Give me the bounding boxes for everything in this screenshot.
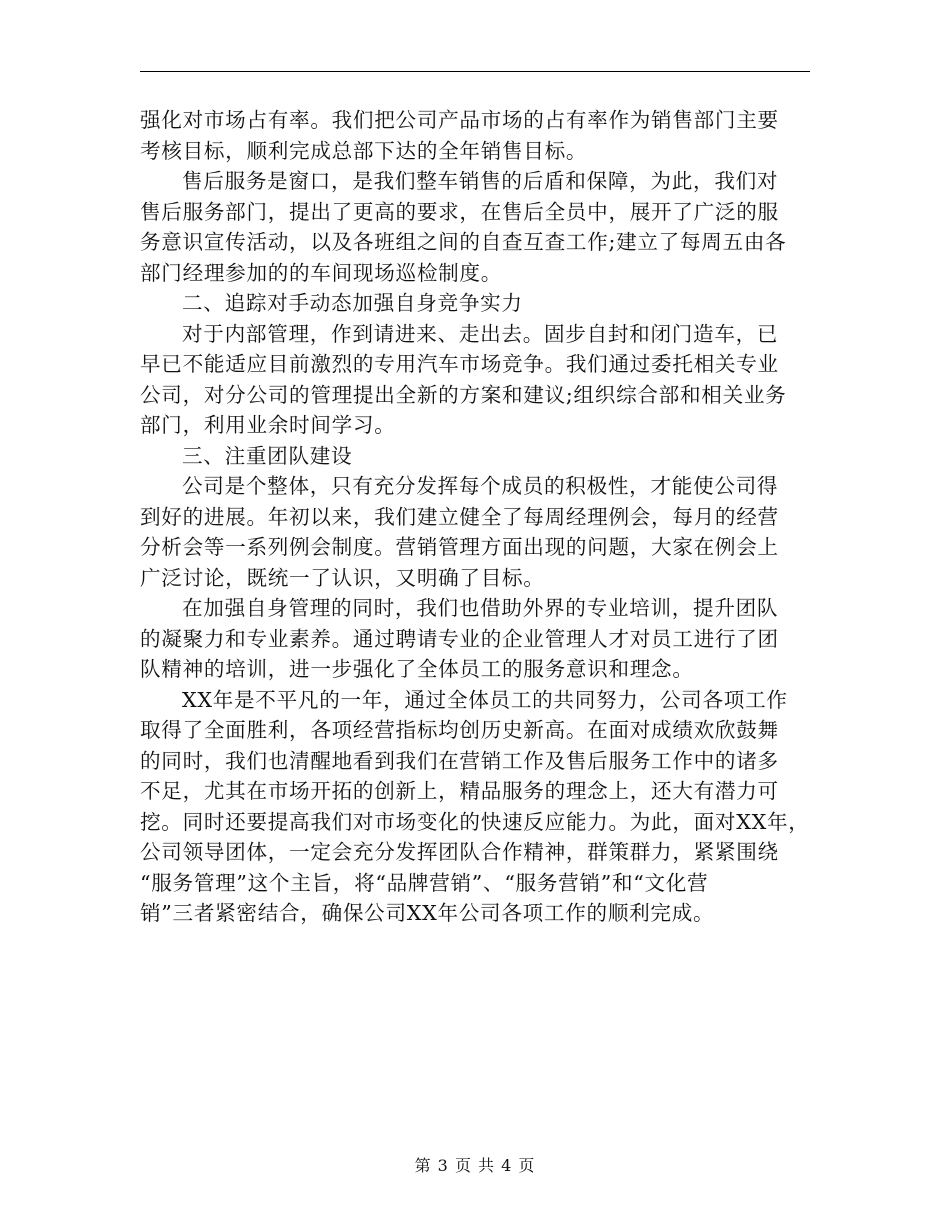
text-line: 公司，对分公司的管理提出全新的方案和建议;组织综合部和相关业务 [140,382,787,407]
text-line: 售后服务是窗口，是我们整车销售的后盾和保障，为此，我们对 [182,169,779,193]
paragraph [140,441,816,472]
paragraph [140,471,816,593]
text-line: 售后服务部门，提出了更高的要求，在售后全员中，展开了广泛的服 [140,199,779,224]
paragraph [140,288,816,319]
text-line: 公司领导团体，一定会充分发挥团队合作精神，群策群力，紧紧围绕 [140,840,779,864]
text-line: 挖。同时还要提高我们对市场变化的快速反应能力。为此，面对XX年， [140,809,810,834]
paragraph [140,166,816,288]
page-footer: 第 3 页 共 4 页 [414,1156,536,1175]
text-line: 二、追踪对手动态加强自身竞争实力 [182,291,523,315]
text-line: 队精神的培训，进一步强化了全体员工的服务意识和理念。 [140,657,694,681]
text-line: 取得了全面胜利，各项经营指标均创历史新高。在面对成绩欢欣鼓舞 [140,718,779,742]
text-line: 早已不能适应目前激烈的专用汽车市场竞争。我们通过委托相关专业 [140,352,779,376]
header-rule [140,71,810,72]
text-line: XX年是不平凡的一年，通过全体员工的共同努力，公司各项工作 [182,687,788,712]
text-line: 的凝聚力和专业素养。通过聘请专业的企业管理人才对员工进行了团 [140,626,779,651]
text-line: 分析会等一系列例会制度。营销管理方面出现的问题，大家在例会上 [140,535,779,559]
paragraph [140,593,816,685]
text-line: 考核目标，顺利完成总部下达的全年销售目标。 [140,138,588,163]
text-line: 三、注重团队建设 [182,443,353,468]
text-line: “服务管理”这个主旨，将“品牌营销”、“服务营销”和“文化营 [140,870,709,895]
text-line: 广泛讨论，既统一了认识，又明确了目标。 [140,565,545,590]
text-line: 的同时，我们也清醒地看到我们在营销工作及售后服务工作中的诸多 [140,748,779,773]
text-line: 在加强自身管理的同时，我们也借助外界的专业培训，提升团队 [182,596,779,620]
paragraph [140,685,816,929]
paragraph [140,105,816,166]
paragraph [140,319,816,441]
text-line: 强化对市场占有率。我们把公司产品市场的占有率作为销售部门主要 [140,108,779,132]
text-line: 对于内部管理，作到请进来、走出去。固步自封和闭门造车，已 [182,321,779,346]
text-line: 销”三者紧密结合，确保公司XX年公司各项工作的顺利完成。 [140,901,715,925]
text-line: 不足，尤其在市场开拓的创新上，精品服务的理念上，还大有潜力可 [140,779,779,803]
text-line: 公司是个整体，只有充分发挥每个成员的积极性，才能使公司得 [182,474,779,498]
text-line: 到好的进展。年初以来，我们建立健全了每周经理例会，每月的经营 [140,504,779,529]
text-line: 部门，利用业余时间学习。 [140,413,396,437]
text-line: 务意识宣传活动，以及各班组之间的自查互查工作;建立了每周五由各 [140,230,787,254]
text-line: 部门经理参加的的车间现场巡检制度。 [140,260,502,285]
document-body [140,105,816,929]
